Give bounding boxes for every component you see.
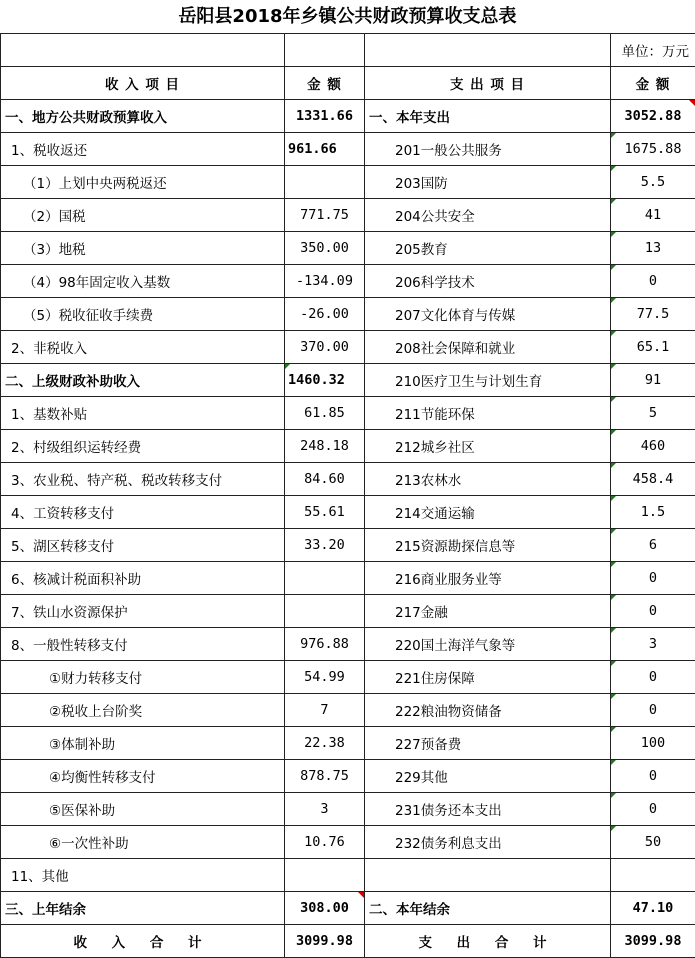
expense-item-cell[interactable]: 207文化体育与传媒	[365, 298, 611, 331]
expense-item-cell[interactable]: 227预备费	[365, 727, 611, 760]
income-amount-cell[interactable]	[285, 562, 365, 595]
table-row	[1, 628, 695, 661]
income-amount-cell[interactable]: 33.20	[285, 529, 365, 562]
table-row	[1, 265, 695, 298]
expense-amount-cell[interactable]: 91	[611, 364, 695, 397]
table-row	[1, 133, 695, 166]
expense-amount-cell[interactable]: 100	[611, 727, 695, 760]
table-row	[1, 727, 695, 760]
table-row	[1, 595, 695, 628]
table-row	[1, 199, 695, 232]
income-amount-cell[interactable]: -26.00	[285, 298, 365, 331]
income-item-cell[interactable]: 4、工资转移支付	[1, 496, 285, 529]
expense-amount-cell[interactable]: 3052.88	[611, 100, 695, 133]
expense-amount-cell[interactable]: 0	[611, 595, 695, 628]
table-row	[1, 331, 695, 364]
income-item-cell[interactable]: 一、地方公共财政预算收入	[1, 100, 285, 133]
income-item-cell[interactable]: 5、湖区转移支付	[1, 529, 285, 562]
table-row	[1, 760, 695, 793]
sheet-title: 岳阳县2018年乡镇公共财政预算收支总表	[178, 6, 517, 27]
expense-item-cell[interactable]: 214交通运输	[365, 496, 611, 529]
income-item-cell[interactable]: ④均衡性转移支付	[1, 760, 285, 793]
income-amount-cell[interactable]: 55.61	[285, 496, 365, 529]
expense-amount-cell[interactable]: 0	[611, 562, 695, 595]
expense-item-cell[interactable]: 206科学技术	[365, 265, 611, 298]
expense-item-cell[interactable]: 213农林水	[365, 463, 611, 496]
income-amount-cell[interactable]: 7	[285, 694, 365, 727]
income-item-cell[interactable]: ⑤医保补助	[1, 793, 285, 826]
income-item-cell[interactable]: 8、一般性转移支付	[1, 628, 285, 661]
income-item-cell[interactable]: （4）98年固定收入基数	[1, 265, 285, 298]
blank-cell[interactable]	[365, 34, 611, 67]
expense-amount-cell[interactable]: 0	[611, 265, 695, 298]
income-amount-cell[interactable]	[285, 859, 365, 892]
income-item-cell[interactable]: （2）国税	[1, 199, 285, 232]
table-row	[1, 826, 695, 859]
income-amount-cell[interactable]: 878.75	[285, 760, 365, 793]
income-amount-cell[interactable]: 1331.66	[285, 100, 365, 133]
blank-cell[interactable]	[285, 34, 365, 67]
table-row	[1, 562, 695, 595]
income-amount-cell[interactable]: 54.99	[285, 661, 365, 694]
expense-amount-cell[interactable]: 13	[611, 232, 695, 265]
income-amount-cell[interactable]: 370.00	[285, 331, 365, 364]
table-row	[1, 364, 695, 397]
income-total-label[interactable]: 收 入 合 计	[1, 925, 285, 958]
expense-amount-cell[interactable]: 65.1	[611, 331, 695, 364]
table-row	[1, 793, 695, 826]
expense-item-cell[interactable]	[365, 859, 611, 892]
expense-item-cell[interactable]: 221住房保障	[365, 661, 611, 694]
table-row	[1, 100, 695, 133]
income-amount-cell[interactable]: 961.66	[285, 133, 365, 166]
income-item-cell[interactable]: 1、税收返还	[1, 133, 285, 166]
income-item-cell[interactable]: 6、核减计税面积补助	[1, 562, 285, 595]
table-row	[1, 892, 695, 925]
expense-item-cell[interactable]: 二、本年结余	[365, 892, 611, 925]
income-item-cell[interactable]: ②税收上台阶奖	[1, 694, 285, 727]
expense-amount-header[interactable]: 金 额	[611, 67, 695, 100]
table-row	[1, 463, 695, 496]
header-row	[1, 67, 695, 100]
income-amount-cell[interactable]: 308.00	[285, 892, 365, 925]
unit-label[interactable]: 单位：万元	[611, 34, 695, 67]
income-item-cell[interactable]: （1）上划中央两税返还	[1, 166, 285, 199]
expense-amount-cell[interactable]: 6	[611, 529, 695, 562]
expense-item-cell[interactable]: 210医疗卫生与计划生育	[365, 364, 611, 397]
expense-amount-cell[interactable]: 460	[611, 430, 695, 463]
expense-total-amount[interactable]: 3099.98	[611, 925, 695, 958]
income-amount-cell[interactable]: 771.75	[285, 199, 365, 232]
income-item-cell[interactable]: 11、其他	[1, 859, 285, 892]
expense-item-cell[interactable]: 一、本年支出	[365, 100, 611, 133]
income-item-cell[interactable]: ⑥一次性补助	[1, 826, 285, 859]
income-item-cell[interactable]: ③体制补助	[1, 727, 285, 760]
income-item-cell[interactable]: （3）地税	[1, 232, 285, 265]
income-item-cell[interactable]: 3、农业税、特产税、税改转移支付	[1, 463, 285, 496]
income-amount-cell[interactable]: 10.76	[285, 826, 365, 859]
expense-item-cell[interactable]: 216商业服务业等	[365, 562, 611, 595]
expense-item-cell[interactable]: 232债务利息支出	[365, 826, 611, 859]
expense-item-cell[interactable]: 204公共安全	[365, 199, 611, 232]
income-amount-cell[interactable]: 84.60	[285, 463, 365, 496]
table-row	[1, 661, 695, 694]
expense-amount-cell[interactable]: 3	[611, 628, 695, 661]
expense-amount-cell[interactable]: 0	[611, 661, 695, 694]
expense-amount-cell[interactable]: 0	[611, 793, 695, 826]
expense-item-cell[interactable]: 208社会保障和就业	[365, 331, 611, 364]
table-row	[1, 694, 695, 727]
income-amount-cell[interactable]: 61.85	[285, 397, 365, 430]
table-row	[1, 166, 695, 199]
table-row	[1, 859, 695, 892]
table-row	[1, 496, 695, 529]
income-amount-cell[interactable]	[285, 595, 365, 628]
expense-amount-cell[interactable]	[611, 859, 695, 892]
expense-amount-cell[interactable]: 5.5	[611, 166, 695, 199]
expense-amount-cell[interactable]: 458.4	[611, 463, 695, 496]
expense-item-header[interactable]: 支 出 项 目	[365, 67, 611, 100]
income-item-cell[interactable]: ①财力转移支付	[1, 661, 285, 694]
income-item-cell[interactable]: 1、基数补贴	[1, 397, 285, 430]
table-row	[1, 430, 695, 463]
expense-amount-cell[interactable]: 1.5	[611, 496, 695, 529]
table-row	[1, 397, 695, 430]
income-amount-cell[interactable]: 3	[285, 793, 365, 826]
income-item-cell[interactable]: 三、上年结余	[1, 892, 285, 925]
income-amount-cell[interactable]: 22.38	[285, 727, 365, 760]
expense-item-cell[interactable]: 220国土海洋气象等	[365, 628, 611, 661]
income-amount-cell[interactable]	[285, 166, 365, 199]
expense-item-cell[interactable]: 222粮油物资储备	[365, 694, 611, 727]
income-amount-cell[interactable]: 1460.32	[285, 364, 365, 397]
table-row	[1, 232, 695, 265]
totals-row	[1, 925, 695, 958]
expense-item-cell[interactable]: 229其他	[365, 760, 611, 793]
income-amount-header[interactable]: 金 额	[285, 67, 365, 100]
income-amount-cell[interactable]: -134.09	[285, 265, 365, 298]
expense-amount-cell[interactable]: 47.10	[611, 892, 695, 925]
table-row	[1, 298, 695, 331]
expense-item-cell[interactable]: 215资源勘探信息等	[365, 529, 611, 562]
expense-amount-cell[interactable]: 5	[611, 397, 695, 430]
table-row	[1, 529, 695, 562]
income-item-cell[interactable]: 2、村级组织运转经费	[1, 430, 285, 463]
expense-item-cell[interactable]: 203国防	[365, 166, 611, 199]
expense-amount-cell[interactable]: 0	[611, 694, 695, 727]
expense-item-cell[interactable]: 201一般公共服务	[365, 133, 611, 166]
income-item-cell[interactable]: 7、铁山水资源保护	[1, 595, 285, 628]
expense-amount-cell[interactable]: 77.5	[611, 298, 695, 331]
expense-item-cell[interactable]: 217金融	[365, 595, 611, 628]
income-item-cell[interactable]: 二、上级财政补助收入	[1, 364, 285, 397]
expense-amount-cell[interactable]: 1675.88	[611, 133, 695, 166]
income-item-cell[interactable]: （5）税收征收手续费	[1, 298, 285, 331]
income-total-amount[interactable]: 3099.98	[285, 925, 365, 958]
income-item-cell[interactable]: 2、非税收入	[1, 331, 285, 364]
unit-row	[1, 34, 695, 67]
expense-item-cell[interactable]: 231债务还本支出	[365, 793, 611, 826]
income-item-header[interactable]: 收 入 项 目	[1, 67, 285, 100]
expense-item-cell[interactable]: 205教育	[365, 232, 611, 265]
expense-item-cell[interactable]: 211节能环保	[365, 397, 611, 430]
expense-amount-cell[interactable]: 0	[611, 760, 695, 793]
income-amount-cell[interactable]: 248.18	[285, 430, 365, 463]
budget-table	[0, 33, 695, 958]
income-amount-cell[interactable]: 976.88	[285, 628, 365, 661]
expense-item-cell[interactable]: 212城乡社区	[365, 430, 611, 463]
blank-cell[interactable]	[1, 34, 285, 67]
expense-amount-cell[interactable]: 41	[611, 199, 695, 232]
expense-amount-cell[interactable]: 50	[611, 826, 695, 859]
expense-total-label[interactable]: 支 出 合 计	[365, 925, 611, 958]
income-amount-cell[interactable]: 350.00	[285, 232, 365, 265]
